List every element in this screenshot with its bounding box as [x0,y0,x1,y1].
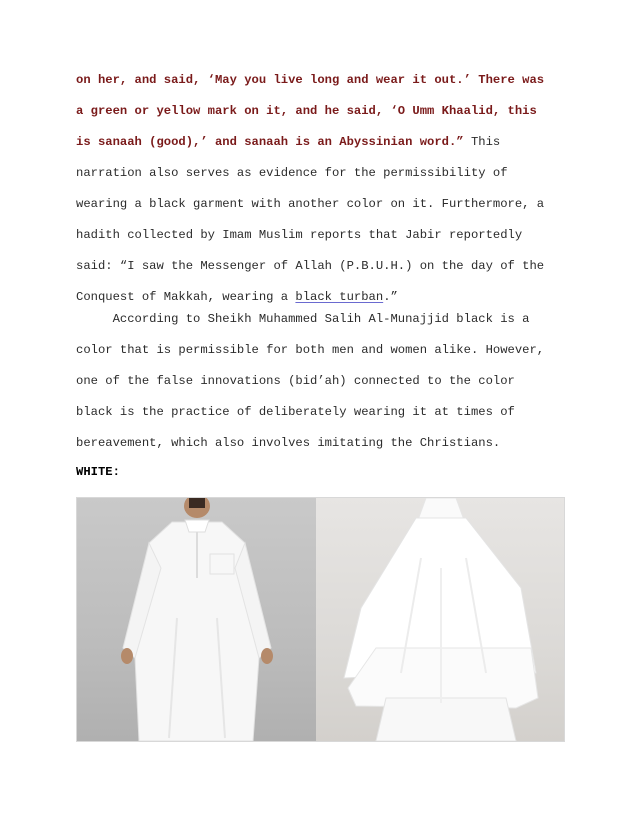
text-span: This [463,135,501,149]
text-line: black is the practice of deliberately wearing it at times of [76,405,515,419]
thobe-illustration [77,498,316,741]
text-span: .” [383,290,398,304]
woman-in-white-garment-photo [316,498,564,741]
black-turban-link[interactable]: black turban [295,290,384,304]
text-line: on her, and said, ‘May you live long and wear it out.’ There was [76,73,545,87]
text-line [76,134,500,150]
text-span: Conquest of Makkah, wearing a [76,290,296,304]
quote-text: is sanaah (good),’ and sanaah is an Abyssinian word.” [76,135,464,149]
text-line: narration also serves as evidence for the permissibility of [76,166,508,180]
text-line: one of the false innovations (bid’ah) connected to the color [76,374,515,388]
text-line: wearing a black garment with another color on it. Furthermore, a [76,197,545,211]
text-line: said: “I saw the Messenger of Allah (P.B.U.H.) on the day of the [76,259,545,273]
text-line [76,289,398,305]
white-garments-figure [76,497,565,742]
text-line: a green or yellow mark on it, and he said, ‘O Umm Khaalid, this [76,104,537,118]
text-line: hadith collected by Imam Muslim reports that Jabir reportedly [76,228,523,242]
text-line: color that is permissible for both men and women alike. However, [76,343,545,357]
text-line: bereavement, which also involves imitating the Christians. [76,436,501,450]
text-line: According to Sheikh Muhammed Salih Al-Munajjid black is a [76,312,530,326]
man-in-white-thobe-photo [77,498,316,741]
layered-garment-illustration [316,498,564,741]
section-heading-white: WHITE: [76,465,120,479]
